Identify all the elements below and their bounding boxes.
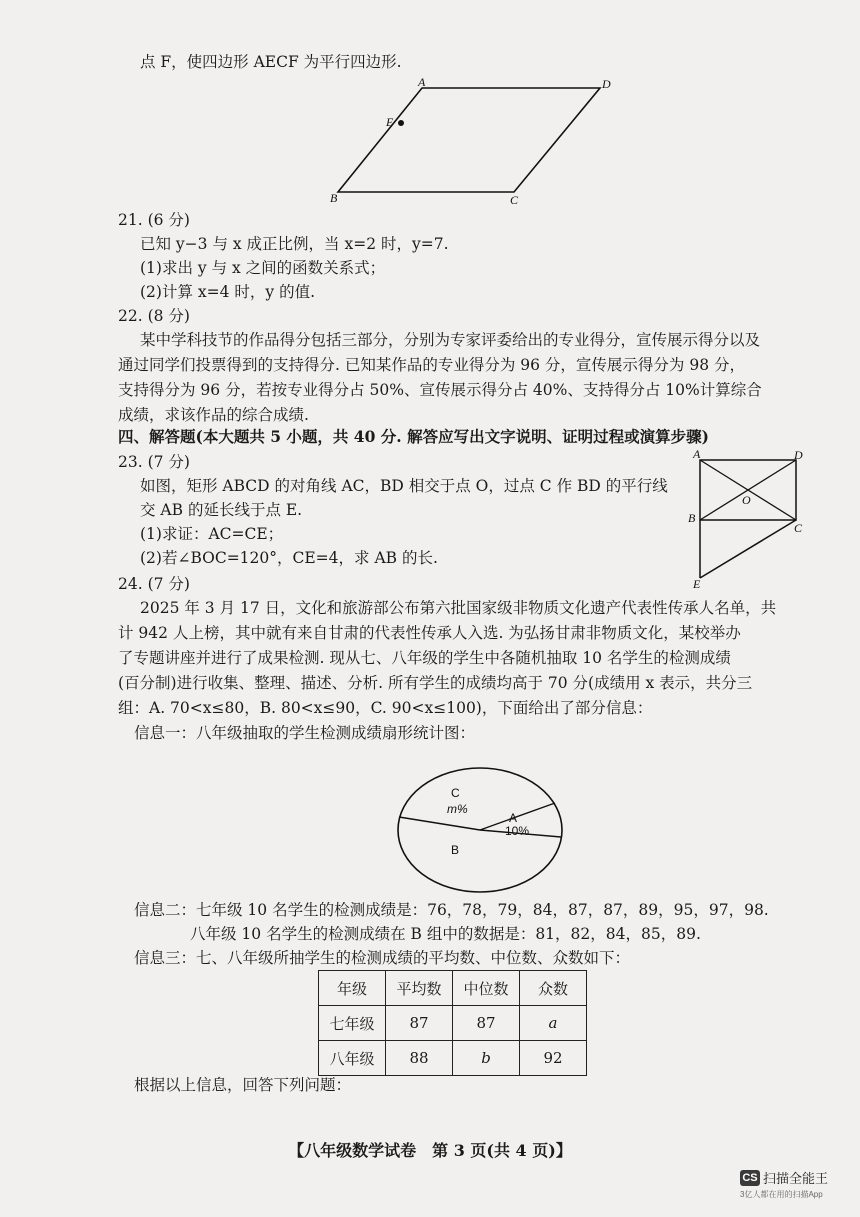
- info3: 信息三：七、八年级所抽学生的检测成绩的平均数、中位数、众数如下：: [134, 949, 631, 967]
- table-cell: b: [453, 1041, 520, 1076]
- label-E: E: [386, 115, 394, 129]
- label-O: O: [742, 493, 751, 507]
- table-header: 平均数: [386, 971, 453, 1006]
- label-E: E: [693, 577, 701, 591]
- table-cell: 八年级: [319, 1041, 386, 1076]
- table-cell: a: [520, 1006, 587, 1041]
- page-footer: 【八年级数学试卷 第 3 页(共 4 页)】: [288, 1141, 572, 1160]
- q23-line2: 交 AB 的延长线于点 E.: [140, 501, 303, 519]
- q24-head: 24. (7 分): [118, 575, 190, 593]
- q21-part2: (2)计算 x=4 时，y 的值.: [140, 283, 316, 301]
- pie-chart: [395, 765, 565, 895]
- q22-head: 22. (8 分): [118, 307, 190, 325]
- q23-part1: (1)求证：AC=CE；: [140, 525, 284, 543]
- intro-line: 点 F，使四边形 AECF 为平行四边形.: [140, 53, 402, 71]
- info2-line1: 信息二：七年级 10 名学生的检测成绩是：76，78，79，84，87，87，89，95，97，98.: [134, 901, 769, 919]
- q21-stem: 已知 y−3 与 x 成正比例，当 x=2 时，y=7.: [140, 235, 449, 253]
- table-cell: 87: [453, 1006, 520, 1041]
- info2-line2: 八年级 10 名学生的检测成绩在 B 组中的数据是：81，82，84，85，89.: [190, 925, 701, 943]
- table-cell: 七年级: [319, 1006, 386, 1041]
- q23-line1: 如图，矩形 ABCD 的对角线 AC，BD 相交于点 O，过点 C 作 BD 的平行线: [140, 477, 668, 495]
- section-4-heading: 四、解答题(本大题共 5 小题，共 40 分. 解答应写出文字说明、证明过程或演算步骤): [118, 427, 709, 446]
- pie-label-B: B: [451, 843, 460, 857]
- table-header: 众数: [520, 971, 587, 1006]
- label-B: B: [688, 511, 696, 525]
- label-D: D: [602, 77, 611, 91]
- rectangle-figure: [688, 447, 810, 591]
- parallelogram-figure: [330, 75, 630, 208]
- q22-line: 成绩，求该作品的综合成绩.: [118, 406, 309, 424]
- pie-pct-C: m%: [447, 802, 468, 816]
- label-A: A: [693, 447, 701, 461]
- table-cell: 87: [386, 1006, 453, 1041]
- closing-line: 根据以上信息，回答下列问题：: [134, 1076, 352, 1094]
- cs-logo-icon: CS: [740, 1170, 760, 1186]
- label-A: A: [418, 75, 426, 89]
- stats-table: [318, 970, 587, 1076]
- info1: 信息一：八年级抽取的学生检测成绩扇形统计图：: [134, 724, 476, 742]
- watermark-sub: 3亿人都在用的扫描App: [740, 1190, 823, 1199]
- q24-line: 计 942 人上榜，其中就有来自甘肃的代表性传承人入选. 为弘扬甘肃非物质文化，某校举办: [118, 624, 741, 642]
- q21-head: 21. (6 分): [118, 211, 190, 229]
- q24-line: 2025 年 3 月 17 日，文化和旅游部公布第六批国家级非物质文化遗产代表性传承人名单，共: [140, 599, 777, 617]
- watermark-name: 扫描全能王: [763, 1171, 829, 1186]
- table-header: 年级: [319, 971, 386, 1006]
- pie-label-C: C: [451, 786, 460, 800]
- table-row: [319, 1006, 587, 1041]
- q22-line: 支持得分为 96 分，若按专业得分占 50%、宣传展示得分占 40%、支持得分占 10%计算综合: [118, 381, 762, 399]
- q22-line: 某中学科技节的作品得分包括三部分，分别为专家评委给出的专业得分，宣传展示得分以及: [140, 331, 761, 349]
- q21-part1: (1)求出 y 与 x 之间的函数关系式；: [140, 259, 386, 277]
- q22-line: 通过同学们投票得到的支持得分. 已知某作品的专业得分为 96 分，宣传展示得分为 98 分，: [118, 356, 746, 374]
- q24-line: 了专题讲座并进行了成果检测. 现从七、八年级的学生中各随机抽取 10 名学生的检测成绩: [118, 649, 731, 667]
- pie-label-A: A: [509, 811, 518, 825]
- pie-divider-C-B: [399, 817, 480, 830]
- q24-line: 组：A. 70<x≤80，B. 80<x≤90，C. 90<x≤100)，下面给出了部分信息：: [118, 699, 653, 717]
- q24-line: (百分制)进行收集、整理、描述、分析. 所有学生的成绩均高于 70 分(成绩用 x 表示，共分三: [118, 674, 753, 692]
- pie-pct-A: 10%: [505, 824, 530, 838]
- table-row: [319, 1041, 587, 1076]
- label-C: C: [794, 521, 803, 535]
- table-header: 中位数: [453, 971, 520, 1006]
- table-cell: 88: [386, 1041, 453, 1076]
- label-C: C: [510, 193, 519, 207]
- table-header-row: [319, 971, 587, 1006]
- q23-head: 23. (7 分): [118, 453, 190, 471]
- scanner-watermark: [740, 1168, 828, 1200]
- label-D: D: [794, 448, 803, 462]
- q23-part2: (2)若∠BOC=120°，CE=4，求 AB 的长.: [140, 549, 438, 567]
- label-B: B: [330, 191, 338, 205]
- table-cell: 92: [520, 1041, 587, 1076]
